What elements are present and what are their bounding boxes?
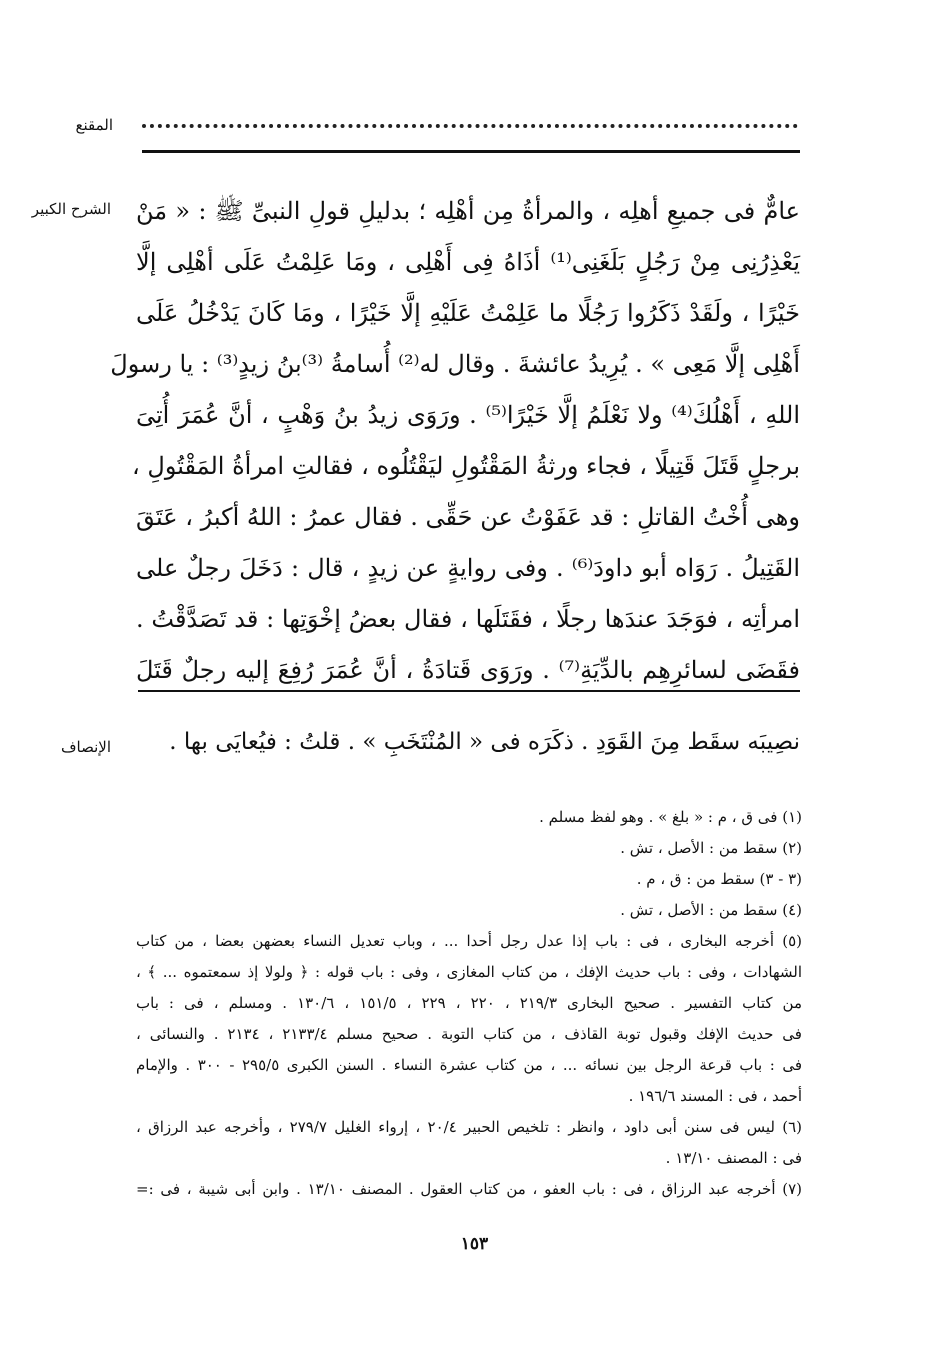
footnote-line: فى : المصنف ١٣/١٠ . <box>665 1149 802 1167</box>
footnotes <box>136 802 802 1205</box>
header-dotted-rule <box>142 124 798 128</box>
footnote-line: (٥) أخرجه البخارى ، فى : باب إذا عدل رجل أحدا ... ، وباب تعديل النساء بعضهن بعضا ، من كتاب <box>136 932 802 950</box>
main-text-line: اللهِ ، أَهْلُكَ⁽⁴⁾ ولا نَعْلَمُ إلَّا خَيْرًا⁽⁵⁾ . ورَوَى زيدُ بنُ وَهْبٍ ، أنَّ عُمَرَ أُتِىَ <box>136 401 801 429</box>
main-text-line: وهى أُخْتُ القاتلِ : قد عَفَوْتُ عن حَقِّى . فقال عمرُ : اللهُ أكبرُ ، عَتَقَ <box>136 503 800 531</box>
margin-label-sharh: الشرح الكبير <box>31 200 111 218</box>
footnote-line: فى : باب قرعة الرجل بين نسائه ... ، من كتاب عشرة النساء . السنن الكبرى ٢٩٥/٥ - ٣٠٠ . والإمام <box>136 1056 802 1074</box>
footnote-line: (٤) سقط من : الأصل ، تش . <box>620 901 802 919</box>
footnote-line: (٣ - ٣) سقط من : ق ، م . <box>636 870 802 888</box>
footnote-line: (١) فى ق ، م : « بلغ » . وهو لفظ مسلم . <box>539 808 802 826</box>
footnote-line: من كتاب التفسير . صحيح البخارى ٢١٩/٣ ، ٢٢٠ ، ٢٢٩ ، ١٥١/٥ ، ١٣٠/٦ . ومسلم ، فى : باب <box>136 994 802 1012</box>
header-rule <box>142 150 800 153</box>
insaf-text: نصِيبَه سقَط مِنَ القَوَدِ . ذكَرَه فى « المُنْتَخَبِ » . قلتُ : فيُعايَى بها . <box>169 729 800 755</box>
main-text-line: امرأتِه ، فوَجَدَ عندَها رجلًا ، فقَتَلَها ، فقال بعضُ إخْوَتِها : قد تَصَدَّقْتُ . <box>136 605 800 633</box>
footnote-line: فى حديث الإفك وقبول توبة القاذف ، من كتاب التوبة . صحيح مسلم ٢١٣٣/٤ ، ٢١٣٤ . والنسائى ، <box>136 1025 802 1043</box>
main-text-line: القَتِيلُ . رَوَاه أبو داودَ⁽⁶⁾ . وفى روايةٍ عن زيدٍ ، قال : دَخَلَ رجلٌ على <box>136 554 801 582</box>
main-text-line: يَعْذِرُنِى مِنْ رَجُلٍ بَلَغَنِى⁽¹⁾ أذَاهُ فِى أَهْلِى ، ومَا عَلِمْتُ عَلَى أهْلِى إلَّا <box>136 248 800 276</box>
footnote-line: أحمد ، فى : المسند ١٩٦/٦ . <box>628 1087 802 1105</box>
main-text-line: أَهْلِى إلَّا مَعِى » . يُرِيدُ عائشةَ . وقال له⁽²⁾ أُسامةُ ⁽³⁾بنُ زيدٍ⁽³⁾ : يا رسولَ <box>110 350 800 378</box>
footnote-line: (٧) أخرجه عبد الرزاق ، فى : باب العفو ، من كتاب العقول . المصنف ١٣/١٠ . وابن أبى شيبة ، فى := <box>136 1180 803 1198</box>
footnote-line: (٦) ليس فى سنن أبى داود ، وانظر : تلخيص الحبير ٢٠/٤ ، إرواء الغليل ٢٧٩/٧ ، وأخرجه عبد الرزاق ، <box>136 1118 802 1136</box>
footnote-line: الشهادات ، وفى : باب حديث الإفك ، من كتاب المغازى ، وفى : باب قوله : ﴿ ولولا إذ سمعتموه ... ﴾ ، <box>136 963 802 981</box>
main-text-line: فقَضَى لسائرِهِم بالدِّيَةِ⁽⁷⁾ . ورَوَى قَتادَةُ ، أنَّ عُمَرَ رُفِعَ إليه رجلٌ قَتَلَ <box>136 656 800 684</box>
margin-label-insaf: الإنصاف <box>60 738 111 756</box>
section-divider <box>138 690 800 692</box>
main-text-block <box>110 186 801 696</box>
main-text-line: برجلٍ قَتَلَ قَتِيلًا ، فجاء ورثةُ المَقْتُولِ ليَقْتُلُوه ، فقالتِ امرأةُ المَقْتُولِ ، <box>132 452 800 480</box>
footnote-line: (٢) سقط من : الأصل ، تش . <box>620 839 802 857</box>
main-text-line: خَيْرًا ، ولَقَدْ ذَكَرُوا رَجُلًا ما عَلِمْتُ عَلَيْهِ إلَّا خَيْرًا ، ومَا كَانَ يَدْخُلُ عَلَى <box>136 299 800 327</box>
page-number: ١٥٣ <box>460 1234 489 1254</box>
running-title: المقنع <box>75 116 113 134</box>
main-text-line: عامٌّ فى جميعِ أهلِه ، والمرأةُ مِن أهْلِه ؛ بدليلِ قولِ النبىِّ ﷺ : « مَنْ <box>136 197 800 225</box>
